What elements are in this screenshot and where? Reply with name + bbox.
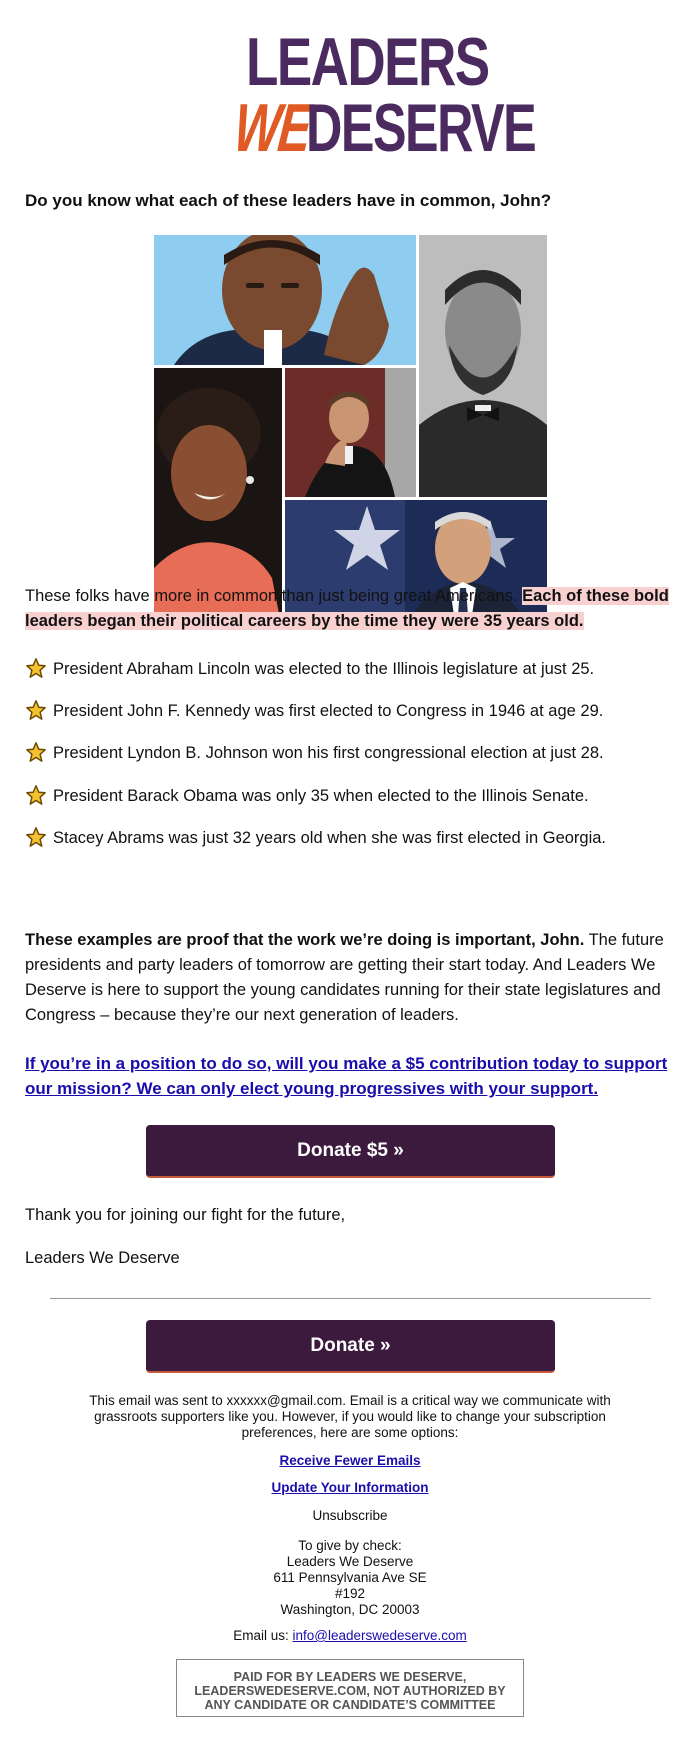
obama-photo <box>154 235 416 365</box>
check-line: Washington, DC 20003 <box>280 1602 420 1617</box>
check-line: To give by check: <box>298 1538 402 1553</box>
fact-text: President Barack Obama was only 35 when elected to the Illinois Senate. <box>53 787 589 805</box>
star-icon <box>25 826 47 848</box>
logo-we-text: WE <box>230 90 313 166</box>
fact-text: President Lyndon B. Johnson won his first congressional election at just 28. <box>53 744 604 762</box>
thanks-text: Thank you for joining our fight for the future, <box>25 1206 346 1224</box>
list-item <box>25 698 675 724</box>
proof-bold-text: These examples are proof that the work we’re doing is important, John. <box>25 931 585 949</box>
intro-paragraph <box>25 584 675 634</box>
check-line: Leaders We Deserve <box>286 1554 414 1569</box>
list-item <box>25 825 675 851</box>
receive-fewer-emails-link[interactable]: Receive Fewer Emails <box>279 1453 421 1468</box>
contribution-link[interactable]: If you’re in a position to do so, will you make a $5 contribution today to support our mission? We can only elect young progressives with your support. <box>25 1054 668 1098</box>
signature-text: Leaders We Deserve <box>25 1249 180 1267</box>
logo-deserve-text: DESERVE <box>306 90 536 166</box>
disclaimer-line: LEADERSWEDESERVE.COM, NOT AUTHORIZED BY <box>194 1684 506 1698</box>
logo-leaders-text: LEADERS <box>246 24 489 100</box>
fact-text: President Abraham Lincoln was elected to the Illinois legislature at just 25. <box>53 660 595 678</box>
list-item <box>25 656 675 682</box>
kennedy-photo <box>285 368 416 497</box>
list-item <box>25 740 675 766</box>
proof-paragraph <box>25 928 675 1028</box>
update-information-link[interactable]: Update Your Information <box>271 1480 429 1495</box>
donate-5-button[interactable]: Donate $5 » <box>146 1125 555 1178</box>
leaders-we-deserve-logo[interactable] <box>0 24 700 168</box>
star-icon <box>25 784 47 806</box>
leaders-photo-collage <box>154 235 547 629</box>
donate-button[interactable]: Donate » <box>146 1320 555 1373</box>
list-item <box>25 783 675 809</box>
unsubscribe-link[interactable]: Unsubscribe <box>312 1508 388 1523</box>
proof-text: The future presidents and party leaders of tomorrow are getting their start today. And Leaders We Deserve is here to support the young candidates running for their state legislatures and Congress – because they’re our next generation of leaders. <box>25 931 664 1024</box>
star-icon <box>25 657 47 679</box>
email-prefix: Email us: <box>233 1628 289 1643</box>
paid-for-disclaimer <box>176 1659 524 1717</box>
disclaimer-line: ANY CANDIDATE OR CANDIDATE’S COMMITTEE <box>204 1698 496 1712</box>
check-address <box>0 1538 700 1618</box>
divider <box>50 1298 651 1299</box>
check-line: 611 Pennsylvania Ave SE <box>273 1570 427 1585</box>
star-icon <box>25 741 47 763</box>
email-us-line <box>0 1628 700 1643</box>
email-link[interactable]: info@leaderswedeserve.com <box>292 1628 467 1643</box>
lincoln-photo <box>419 235 547 497</box>
star-icon <box>25 699 47 721</box>
fact-text: Stacey Abrams was just 32 years old when she was first elected in Georgia. <box>53 829 607 847</box>
check-line: #192 <box>334 1586 366 1601</box>
headline: Do you know what each of these leaders have in common, John? <box>25 191 552 210</box>
subscription-notice: This email was sent to xxxxxx@gmail.com. Email is a critical way we communicate with grassroots supporters like you. However, if you would like to change your subscription preferences, here are some options: <box>89 1393 611 1440</box>
intro-highlight: Each of these bold leaders began their political careers by the time they were 35 years old. <box>25 587 669 630</box>
disclaimer-line: PAID FOR BY LEADERS WE DESERVE, <box>233 1670 467 1684</box>
fact-text: President John F. Kennedy was first elected to Congress in 1946 at age 29. <box>53 702 604 720</box>
intro-text: These folks have more in common than just being great Americans. <box>25 587 518 605</box>
